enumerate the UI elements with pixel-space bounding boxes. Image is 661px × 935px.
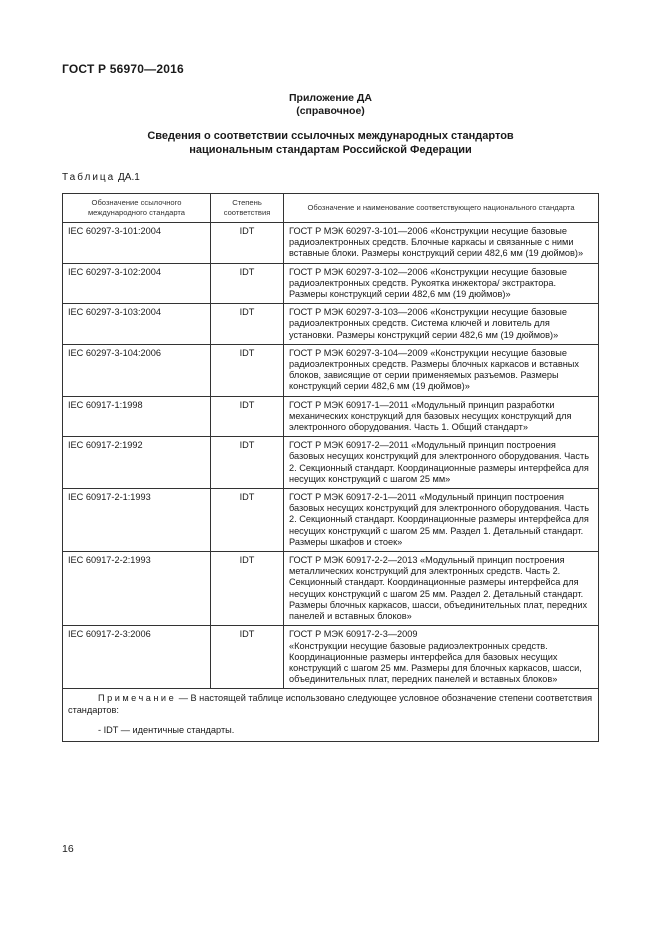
note-label: Примечание xyxy=(98,693,177,704)
document-code: ГОСТ Р 56970—2016 xyxy=(62,62,184,76)
appendix-subtitle: (справочное) xyxy=(296,105,365,117)
table-row xyxy=(63,223,599,264)
national-standard-cell: ГОСТ Р МЭК 60297-3-104—2009 «Конструкции несущие базовые радиоэлектронных средств. Размеры блочных каркасов и вставных блоков, зависящие от серии применяемых разъемов. Размеры конструкций серии 482,6 мм (19 дюймов)» xyxy=(284,344,599,396)
page-number: 16 xyxy=(62,843,74,855)
table-note-row xyxy=(63,689,599,742)
national-standard-cell: ГОСТ Р МЭК 60917-2—2011 «Модульный принцип построения базовых несущих конструкций для электронного оборудования. Часть 2. Секционный стандарт. Координационные размеры интерфейса для несущих конструкций с шагом 25 мм» xyxy=(284,437,599,489)
international-standard-cell: IEC 60297-3-102:2004 xyxy=(63,263,211,304)
degree-cell: IDT xyxy=(211,489,284,552)
degree-cell: IDT xyxy=(211,396,284,437)
note-text: В настоящей таблице использовано следующее условное обозначение степени соответствия стандартов: xyxy=(68,693,593,716)
national-standard-cell: ГОСТ Р МЭК 60917-2-1—2011 «Модульный принцип построения базовых несущих конструкций для электронного оборудования. Часть 2. Секционный стандарт. Координационные размеры интерфейса для несущих конструкций с шагом 25 мм. Раздел 1. Детальный стандарт. Размеры шкафов и стоек» xyxy=(284,489,599,552)
national-standard-cell: ГОСТ Р МЭК 60917-1—2011 «Модульный принцип разработки механических конструкций для базовых несущих конструкций для электронного оборудования. Часть 1. Общий стандарт» xyxy=(284,396,599,437)
degree-cell: IDT xyxy=(211,304,284,345)
section-heading-line1: Сведения о соответствии ссылочных международных стандартов xyxy=(147,130,514,142)
degree-cell: IDT xyxy=(211,223,284,264)
table-row xyxy=(63,304,599,345)
international-standard-cell: IEC 60297-3-101:2004 xyxy=(63,223,211,264)
table-caption xyxy=(62,172,140,183)
table-row xyxy=(63,396,599,437)
national-standard-cell xyxy=(284,626,599,689)
international-standard-cell: IEC 60917-1:1998 xyxy=(63,396,211,437)
section-heading xyxy=(0,129,661,157)
table-row xyxy=(63,437,599,489)
table-caption-word: Таблица xyxy=(62,172,116,183)
national-standard-cell: ГОСТ Р МЭК 60297-3-103—2006 «Конструкции несущие базовые радиоэлектронных средств. Система ключей и ловитель для установки. Размеры конструкций серии 482,6 мм (19 дюймов)» xyxy=(284,304,599,345)
national-standard-cell: ГОСТ Р МЭК 60297-3-102—2006 «Конструкции несущие базовые радиоэлектронных средств. Рукоятка инжектора/ экстрактора. Размеры конструкций серии 482,6 мм (19 дюймов)» xyxy=(284,263,599,304)
international-standard-cell: IEC 60917-2:1992 xyxy=(63,437,211,489)
international-standard-cell: IEC 60297-3-104:2006 xyxy=(63,344,211,396)
national-standard-cell: ГОСТ Р МЭК 60297-3-101—2006 «Конструкции несущие базовые радиоэлектронных средств. Блочные каркасы и связанные с ними вставные блоки. Размеры конструкций серии 482,6 мм (19 дюймов)» xyxy=(284,223,599,264)
degree-cell: IDT xyxy=(211,263,284,304)
header-degree-of-conformity: Степень соответствия xyxy=(211,194,284,223)
degree-cell: IDT xyxy=(211,552,284,626)
degree-cell: IDT xyxy=(211,626,284,689)
degree-cell: IDT xyxy=(211,344,284,396)
table-row xyxy=(63,489,599,552)
header-international-standard: Обозначение ссылочного международного стандарта xyxy=(63,194,211,223)
table-caption-number: ДА.1 xyxy=(118,172,140,183)
table-row xyxy=(63,263,599,304)
national-standard-title: «Конструкции несущие базовые радиоэлектронных средств. Координационные размеры интерфейса для базовых несущих конструкций с шагом 25 мм. Размеры для блочных каркасов, шасси, объединительных плат, передних панелей и вставных блоков» xyxy=(289,640,582,685)
section-heading-line2: национальным стандартам Российской Федерации xyxy=(189,144,472,156)
appendix-title: Приложение ДА xyxy=(289,92,372,104)
international-standard-cell: IEC 60917-2-3:2006 xyxy=(63,626,211,689)
table-row xyxy=(63,344,599,396)
national-standard-cell: ГОСТ Р МЭК 60917-2-2—2013 «Модульный принцип построения металлических конструкций для электронных средств. Часть 2. Секционный стандарт. Координационные размеры интерфейса для несущих конструкций с шагом 25 мм. Раздел 2. Детальный стандарт. Размеры блочных каркасов, шасси, объединительных плат, передних панелей и вставных блоков» xyxy=(284,552,599,626)
table-note xyxy=(63,689,599,742)
table-header-row xyxy=(63,194,599,223)
table-row xyxy=(63,552,599,626)
international-standard-cell: IEC 60917-2-1:1993 xyxy=(63,489,211,552)
header-national-standard: Обозначение и наименование соответствующего национального стандарта xyxy=(284,194,599,223)
note-dash: — xyxy=(178,693,188,704)
note-list-item: - IDT — идентичные стандарты. xyxy=(98,725,235,736)
international-standard-cell: IEC 60297-3-103:2004 xyxy=(63,304,211,345)
table-row xyxy=(63,626,599,689)
standards-table xyxy=(62,193,599,742)
national-standard-code: ГОСТ Р МЭК 60917-2-3—2009 xyxy=(289,629,418,640)
international-standard-cell: IEC 60917-2-2:1993 xyxy=(63,552,211,626)
appendix-heading xyxy=(0,92,661,118)
degree-cell: IDT xyxy=(211,437,284,489)
